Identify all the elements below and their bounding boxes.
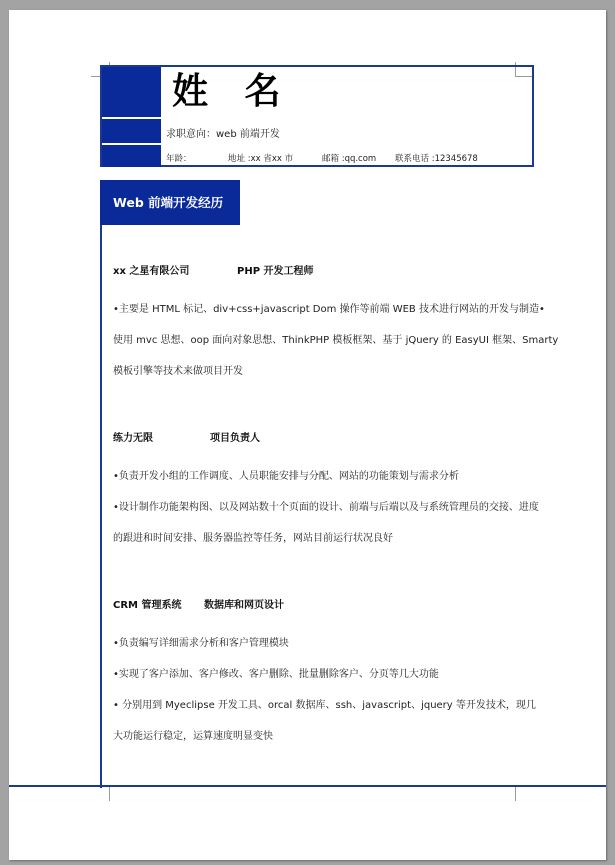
job-role[interactable]: 数据库和网页设计 — [204, 600, 284, 611]
experience-line[interactable]: 使用 mvc 思想、oop 面向对象思想、ThinkPHP 模板框架、基于 jQuery 的 EasyUI 框架、Smarty — [113, 335, 559, 346]
job-role[interactable]: 项目负责人 — [210, 433, 260, 444]
crop-mark-bottom-left — [91, 786, 110, 801]
content-frame-left — [100, 180, 102, 788]
section-title[interactable]: Web 前端开发经历 — [100, 180, 240, 225]
company-name[interactable]: CRM 管理系统 — [113, 600, 182, 611]
job-role[interactable]: PHP 开发工程师 — [237, 266, 314, 277]
crop-mark-bottom-right — [515, 786, 534, 801]
candidate-name[interactable]: 姓 名 — [172, 71, 293, 112]
experience-line[interactable]: 的跟进和时间安排、服务器监控等任务，网站目前运行状况良好 — [113, 533, 393, 544]
email-field[interactable]: 邮箱 :qq.com — [322, 154, 377, 164]
experience-heading — [113, 262, 577, 282]
content-frame-bottom — [9, 785, 606, 787]
experience-line[interactable]: •负责开发小组的工作调度、人员职能安排与分配、网站的功能策划与需求分析 — [113, 471, 459, 482]
experience-line[interactable]: 模板引擎等技术来做项目开发 — [113, 366, 243, 377]
company-name[interactable]: xx 之星有限公司 — [113, 266, 190, 277]
experience-line[interactable]: •主要是 HTML 标记、div+css+javascript Dom 操作等前端 WEB 技术进行网站的开发与制造• — [113, 304, 545, 315]
experience-line[interactable]: 大功能运行稳定，运算速度明显变快 — [113, 731, 273, 742]
phone-field[interactable]: 联系电话 :12345678 — [395, 154, 478, 164]
experience-heading — [113, 429, 577, 449]
address-field[interactable]: 地址 :xx 省xx 市 — [228, 154, 294, 164]
job-objective[interactable]: 求职意向：web 前端开发 — [166, 129, 280, 140]
experience-heading — [113, 596, 577, 616]
contact-info-row — [166, 152, 478, 164]
experience-line[interactable]: •设计制作功能架构图、以及网站数十个页面的设计、前端与后端以及与系统管理员的交接、进度 — [113, 502, 539, 513]
header-accent-block — [102, 67, 161, 117]
resume-page — [9, 10, 606, 860]
company-name[interactable]: 练力无限 — [113, 433, 153, 444]
experience-line[interactable]: •实现了客户添加、客户修改、客户删除、批量删除客户、分页等几大功能 — [113, 669, 439, 680]
resume-header — [100, 65, 534, 167]
experience-line[interactable]: • 分别用到 Myeclipse 开发工具、orcal 数据库、ssh、javascript、jquery 等开发技术，现几 — [113, 700, 536, 711]
header-accent-block — [102, 119, 161, 143]
age-field[interactable]: 年龄： — [166, 154, 192, 164]
experience-line[interactable]: •负责编写详细需求分析和客户管理模块 — [113, 638, 289, 649]
experience-list — [113, 262, 577, 752]
header-accent-block — [102, 145, 161, 167]
